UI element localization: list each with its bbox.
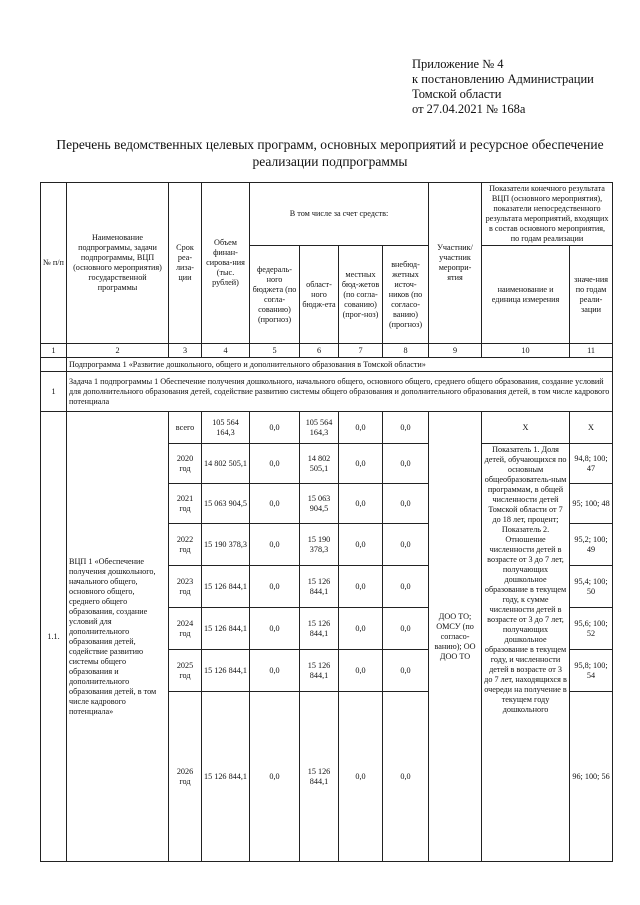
cell-federal: 0,0 <box>250 566 300 608</box>
cell-local: 0,0 <box>339 524 383 566</box>
header-term: Срок реа-лиза-ции <box>169 183 202 344</box>
cell-volume: 15 126 844,1 <box>202 692 250 862</box>
cell-volume: 15 126 844,1 <box>202 566 250 608</box>
cell-regional: 15 126 844,1 <box>300 566 339 608</box>
colnum: 11 <box>570 344 613 358</box>
colnum: 7 <box>339 344 383 358</box>
cell-regional: 15 063 904,5 <box>300 484 339 524</box>
table-row <box>41 412 613 444</box>
cell-volume: 15 126 844,1 <box>202 650 250 692</box>
cell-local: 0,0 <box>339 566 383 608</box>
cell-extra: 0,0 <box>383 692 429 862</box>
header-extra: внебюд-жетных источ-ников (по согласо-ванию) (прогноз) <box>383 246 429 344</box>
cell-term: всего <box>169 412 202 444</box>
cell-term: 2022 год <box>169 524 202 566</box>
title-line: Перечень ведомственных целевых программ, основных мероприятий и ресурсное обеспечение <box>56 137 604 152</box>
header-ind-value: значе-ния по годам реали-зации <box>570 246 613 344</box>
cell-extra: 0,0 <box>383 566 429 608</box>
header-local: местных бюд-жетов (по согла-сованию) (прог-ноз) <box>339 246 383 344</box>
cell-ind-value: 96; 100; 56 <box>570 692 613 862</box>
cell-volume: 15 190 378,3 <box>202 524 250 566</box>
colnum: 6 <box>300 344 339 358</box>
cell-federal: 0,0 <box>250 650 300 692</box>
vcp-indicator-text: Показатель 1. Доля детей, обучающихся по основным общеобразователь-ным программам, в общей численности детей Томской области от 7 до 18 лет, процент; Показатель 2. Отношение численности детей в возрасте от 3 до 7 лет, получающих дошкольное образование в текущем году, к сумме численности детей в возрасте от 3 до 7 лет, получающих дошкольное образование в текущем году, и численности детей в возрасте от 3 до 7 лет, находящихся в очереди на получение в текущем году дошкольного <box>482 444 570 862</box>
cell-term: 2021 год <box>169 484 202 524</box>
cell-ind-value: 95,8; 100; 54 <box>570 650 613 692</box>
vcp-num: 1.1. <box>41 412 67 862</box>
task-text: Задача 1 подпрограммы 1 Обеспечение получения дошкольного, начального общего, основного общего, среднего общего образования, создание условий для дополнительного образования детей, содействие развитию системы общего образования и дополнительного образования детей, в том числе кадрового потенциала <box>67 372 613 412</box>
cell-local: 0,0 <box>339 692 383 862</box>
header-regional: област-ного бюдж-ета <box>300 246 339 344</box>
cell-regional: 15 126 844,1 <box>300 608 339 650</box>
cell-term: 2023 год <box>169 566 202 608</box>
cell-federal: 0,0 <box>250 444 300 484</box>
appendix-line: Приложение № 4 <box>412 57 504 71</box>
colnum: 2 <box>67 344 169 358</box>
cell-term: 2024 год <box>169 608 202 650</box>
cell-federal: 0,0 <box>250 608 300 650</box>
cell-local: 0,0 <box>339 412 383 444</box>
appendix-header <box>412 57 632 117</box>
colnum: 9 <box>429 344 482 358</box>
cell-ind-value: 95; 100; 48 <box>570 484 613 524</box>
colnum: 5 <box>250 344 300 358</box>
cell-federal: 0,0 <box>250 484 300 524</box>
header-name: Наименование подпрограммы, задачи подпрограммы, ВЦП (основного мероприятия) государственной программы <box>67 183 169 344</box>
appendix-line: Томской области <box>412 87 502 101</box>
header-including: В том числе за счет средств: <box>250 183 429 246</box>
cell-local: 0,0 <box>339 484 383 524</box>
cell-regional: 15 126 844,1 <box>300 692 339 862</box>
column-numbers-row <box>41 344 613 358</box>
colnum: 3 <box>169 344 202 358</box>
vcp-name: ВЦП 1 «Обеспечение получения дошкольного, начального общего, основного общего, среднего общего образования, создание условий для дополнительного образования детей, содействие развитию системы общего образования и дополнительного образования детей, в том числе кадрового потенциала» <box>67 412 169 862</box>
header-federal: федераль-ного бюджета (по согла-сованию) (прогноз) <box>250 246 300 344</box>
cell-extra: 0,0 <box>383 412 429 444</box>
cell-ind-value: 95,4; 100; 50 <box>570 566 613 608</box>
cell-regional: 14 802 505,1 <box>300 444 339 484</box>
header-num: № п/п <box>41 183 67 344</box>
cell-extra: 0,0 <box>383 444 429 484</box>
cell-local: 0,0 <box>339 608 383 650</box>
cell-term: 2025 год <box>169 650 202 692</box>
cell-term: 2026 год <box>169 692 202 862</box>
colnum: 4 <box>202 344 250 358</box>
task-num: 1 <box>41 372 67 412</box>
cell-federal: 0,0 <box>250 692 300 862</box>
appendix-line: от 27.04.2021 № 168а <box>412 102 526 116</box>
header-ind-name: наименование и единица измерения <box>482 246 570 344</box>
cell-volume: 14 802 505,1 <box>202 444 250 484</box>
task-row <box>41 372 613 412</box>
title-line: реализации подпрограммы <box>252 154 408 169</box>
cell-extra: 0,0 <box>383 524 429 566</box>
cell-local: 0,0 <box>339 650 383 692</box>
programs-table <box>40 182 613 862</box>
cell-ind-value: 94,8; 100; 47 <box>570 444 613 484</box>
colnum: 8 <box>383 344 429 358</box>
cell-federal: 0,0 <box>250 412 300 444</box>
header-participant: Участник/ участник меропри-ятия <box>429 183 482 344</box>
subprogram-title: Подпрограмма 1 «Развитие дошкольного, общего и дополнительного образования в Томской области» <box>67 358 613 372</box>
vcp-participant: ДОО ТО; ОМСУ (по согласо-ванию); ОО ДОО ТО <box>429 412 482 862</box>
cell-federal: 0,0 <box>250 524 300 566</box>
cell-ind-value: Х <box>570 412 613 444</box>
cell-ind-name: Х <box>482 412 570 444</box>
cell-local: 0,0 <box>339 444 383 484</box>
appendix-line: к постановлению Администрации <box>412 72 594 86</box>
cell-volume: 15 063 904,5 <box>202 484 250 524</box>
cell-term: 2020 год <box>169 444 202 484</box>
cell-regional: 105 564 164,3 <box>300 412 339 444</box>
header-indicators: Показатели конечного результата ВЦП (основного мероприятия), показатели непосредственного результата мероприятий, входящих в состав основного мероприятия, по годам реализации <box>482 183 613 246</box>
cell-extra: 0,0 <box>383 608 429 650</box>
cell-volume: 15 126 844,1 <box>202 608 250 650</box>
colnum: 10 <box>482 344 570 358</box>
subprogram-row <box>41 358 613 372</box>
cell-volume: 105 564 164,3 <box>202 412 250 444</box>
cell-ind-value: 95,6; 100; 52 <box>570 608 613 650</box>
header-volume: Объем финан-сирова-ния (тыс. рублей) <box>202 183 250 344</box>
cell-extra: 0,0 <box>383 484 429 524</box>
cell-ind-value: 95,2; 100; 49 <box>570 524 613 566</box>
colnum: 1 <box>41 344 67 358</box>
cell-regional: 15 126 844,1 <box>300 650 339 692</box>
cell-extra: 0,0 <box>383 650 429 692</box>
page-title <box>40 136 620 170</box>
cell-regional: 15 190 378,3 <box>300 524 339 566</box>
